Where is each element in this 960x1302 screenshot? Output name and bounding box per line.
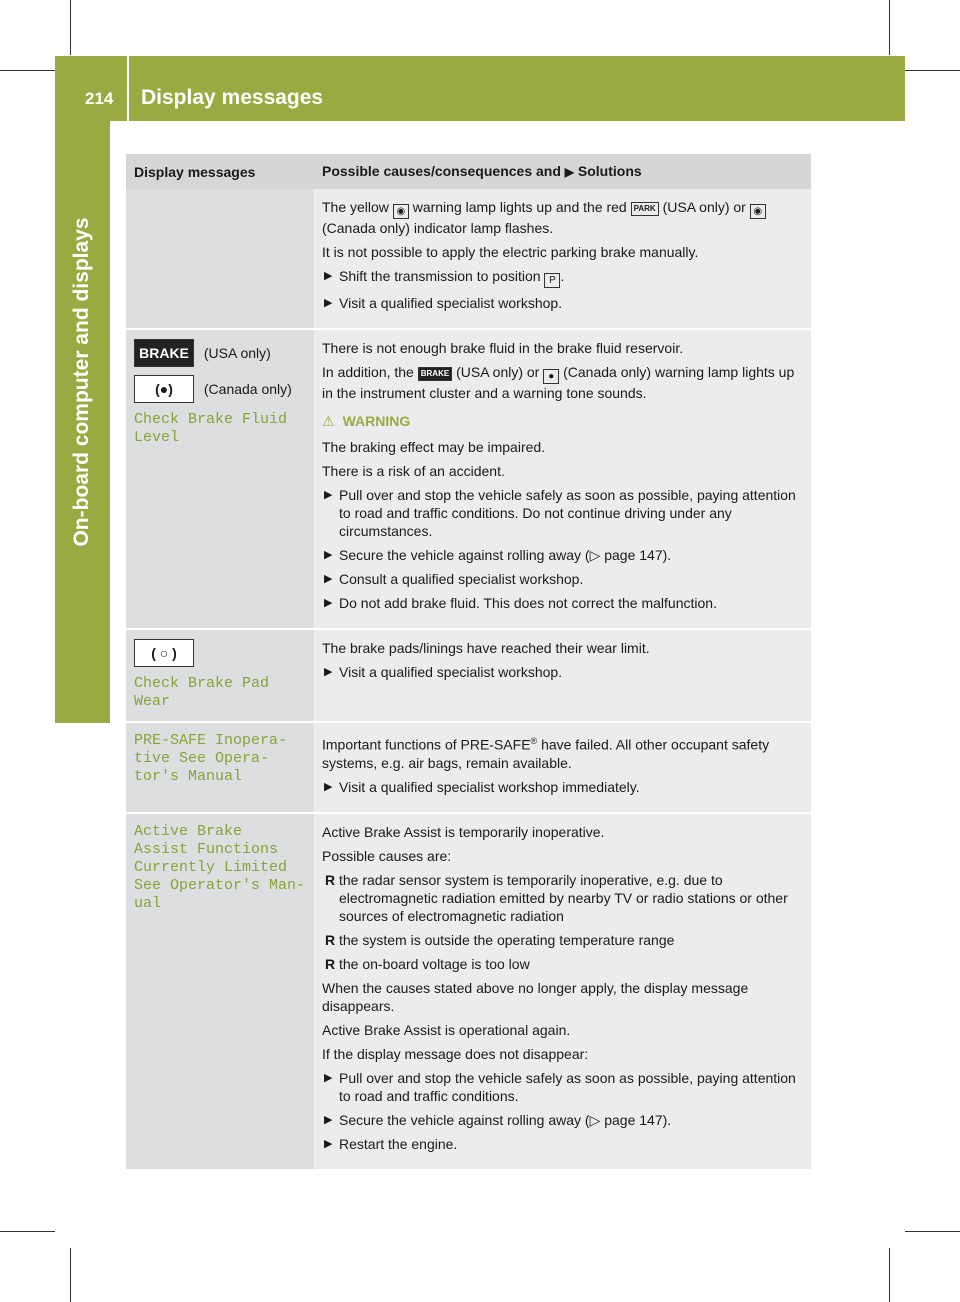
brake-lamp-icon: BRAKE — [418, 367, 452, 381]
table-row — [126, 722, 811, 813]
table-row — [126, 329, 811, 629]
column-header-messages: Display messages — [126, 154, 314, 189]
instruction-step: ▶ Do not add brake fluid. This does not correct the malfunction. — [324, 595, 717, 611]
instruction-step: ▶ Visit a qualified specialist workshop. — [324, 664, 563, 680]
crop-mark — [905, 70, 960, 71]
gear-position-icon: P — [544, 273, 560, 288]
bullet-icon: R — [325, 955, 336, 972]
arrow-icon: ▶ — [564, 165, 575, 179]
crop-mark — [889, 1248, 890, 1302]
crop-mark — [0, 1231, 55, 1232]
instruction-step: ▶ Pull over and stop the vehicle safely as soon as possible, paying attention to road and traffic conditions. Do not continue driving under any circumstances. — [324, 487, 796, 539]
brake-pad-wear-icon: ( ○ ) — [134, 639, 194, 667]
instruction-step: ▶ Visit a qualified specialist workshop. — [324, 295, 563, 311]
bullet-icon: R — [325, 871, 336, 888]
parking-brake-icon: ◉ — [750, 204, 766, 219]
brake-circle-icon: ● — [543, 369, 559, 384]
warning-heading: ⚠ WARNING — [322, 413, 411, 429]
display-message-text: Check Brake Pad Wear — [134, 675, 270, 710]
chapter-title: On-board computer and displays — [70, 217, 93, 547]
crop-mark — [0, 70, 55, 71]
page-header — [55, 56, 905, 121]
arrow-icon: ▶ — [324, 573, 333, 585]
arrow-icon: ▶ — [324, 297, 333, 309]
arrow-icon: ▶ — [324, 489, 333, 501]
message-cell — [126, 722, 314, 813]
instruction-step: ▶ Consult a qualified specialist workshop. — [324, 571, 584, 587]
park-lamp-icon: PARK — [631, 202, 659, 216]
table-row — [126, 629, 811, 722]
display-message-text: Check Brake Fluid Level — [134, 411, 288, 446]
arrow-icon: ▶ — [324, 1113, 333, 1126]
header-divider — [127, 56, 129, 121]
arrow-icon: ▶ — [324, 1137, 333, 1150]
parking-brake-icon: ◉ — [393, 204, 409, 219]
display-message-text: PRE-SAFE Inopera‐ tive See Opera‐ tor's Manual — [134, 732, 288, 785]
arrow-icon: ▶ — [324, 780, 333, 793]
brake-circle-icon: (●) — [134, 375, 194, 403]
bullet-item: R the system is outside the operating temperature range — [325, 931, 675, 948]
message-cell: BRAKE (USA only) (●) (Canada only) Check Brake Fluid Level — [126, 329, 314, 629]
table-row — [126, 813, 811, 1170]
cause-cell: The brake pads/linings have reached their wear limit. ▶ Visit a qualified specialist workshop. — [314, 629, 811, 722]
table-row — [126, 189, 811, 329]
arrow-icon: ▶ — [324, 270, 333, 282]
cause-cell: There is not enough brake fluid in the brake fluid reservoir. In addition, the BRAKE (USA only) or ● (Canada only) warning lamp lights up in the instrument cluster and a warning tone sounds. ⚠ WARNING The braking effect may be impaired. There is a risk of an accident. ▶ Pull over and stop the vehicle safely as soon as possible, paying attention to road and traffic conditions. Do not continue driving under any circumstances. ▶ Secure the vehicle against rolling away (▷ page 147). ▶ Consult a qualified specialist workshop. ▶ Do not add brake fluid. This does not correct the malfunction. — [314, 329, 811, 629]
cause-cell: Important functions of PRE-SAFE® have failed. All other occupant safety systems, e.g. air bags, remain available. ▶ Visit a qualified specialist workshop immediately. — [314, 722, 811, 813]
page-number: 214 — [85, 89, 114, 108]
table-header-row — [126, 154, 811, 189]
column-header-causes: Possible causes/consequences and ▶ Solutions — [314, 154, 811, 189]
instruction-step: ▶ Shift the transmission to position P . — [324, 268, 565, 286]
instruction-step: ▶ Restart the engine. — [324, 1135, 458, 1152]
chapter-marker — [55, 643, 110, 723]
display-messages-table — [126, 154, 811, 1171]
page-title: Display messages — [141, 86, 324, 109]
arrow-icon: ▶ — [324, 1071, 333, 1084]
instruction-step: ▶ Visit a qualified specialist workshop immediately. — [324, 778, 640, 795]
instruction-step: ▶ Pull over and stop the vehicle safely as soon as possible, paying attention to road and traffic conditions. — [324, 1069, 796, 1104]
message-cell — [126, 629, 314, 722]
crop-mark — [889, 0, 890, 55]
bullet-icon: R — [325, 931, 336, 948]
bullet-item: R the radar sensor system is temporarily inoperative, e.g. due to electromagnetic radiation emitted by nearby TV or radio stations or other sources of electromagnetic radiation — [325, 871, 788, 924]
cause-cell: Active Brake Assist is temporarily inoperative. Possible causes are: R the radar sensor system is temporarily inoperative, e.g. due to electromagnetic radiation emitted by nearby TV or radio stations or other sources of electromagnetic radiation R the system is outside the operating temperature range R the on-board voltage is too low When the causes stated above no longer apply, the display message disappears. Active Brake Assist is operational again. If the display message does not disappear: ▶ Pull over and stop the vehicle safely as soon as possible, paying attention to road and traffic conditions. ▶ Secure the vehicle against rolling away (▷ page 147). ▶ Restart the engine. — [314, 813, 811, 1170]
message-cell — [126, 189, 314, 329]
arrow-icon: ▶ — [324, 666, 333, 678]
chapter-tab — [55, 121, 110, 643]
bullet-item: R the on-board voltage is too low — [325, 955, 530, 972]
display-message-text: Active Brake Assist Functions Currently Limited See Operator's Man‐ ual — [134, 822, 306, 912]
message-cell — [126, 813, 314, 1170]
brake-warning-icon: BRAKE — [134, 339, 194, 367]
crop-mark — [70, 1248, 71, 1302]
crop-mark — [905, 1231, 960, 1232]
arrow-icon: ▶ — [324, 597, 333, 609]
crop-mark — [70, 0, 71, 55]
instruction-step: ▶ Secure the vehicle against rolling away (▷ page 147). — [324, 1111, 672, 1128]
warning-triangle-icon: ⚠ — [322, 413, 335, 429]
instruction-step: ▶ Secure the vehicle against rolling away (▷ page 147). — [324, 547, 672, 563]
cause-cell: The yellow ◉ warning lamp lights up and the red PARK (USA only) or ◉ (Canada only) indicator lamp flashes. It is not possible to apply the electric parking brake manually. ▶ Shift the transmission to position P . ▶ Visit a qualified specialist workshop. — [314, 189, 811, 329]
arrow-icon: ▶ — [324, 549, 333, 561]
